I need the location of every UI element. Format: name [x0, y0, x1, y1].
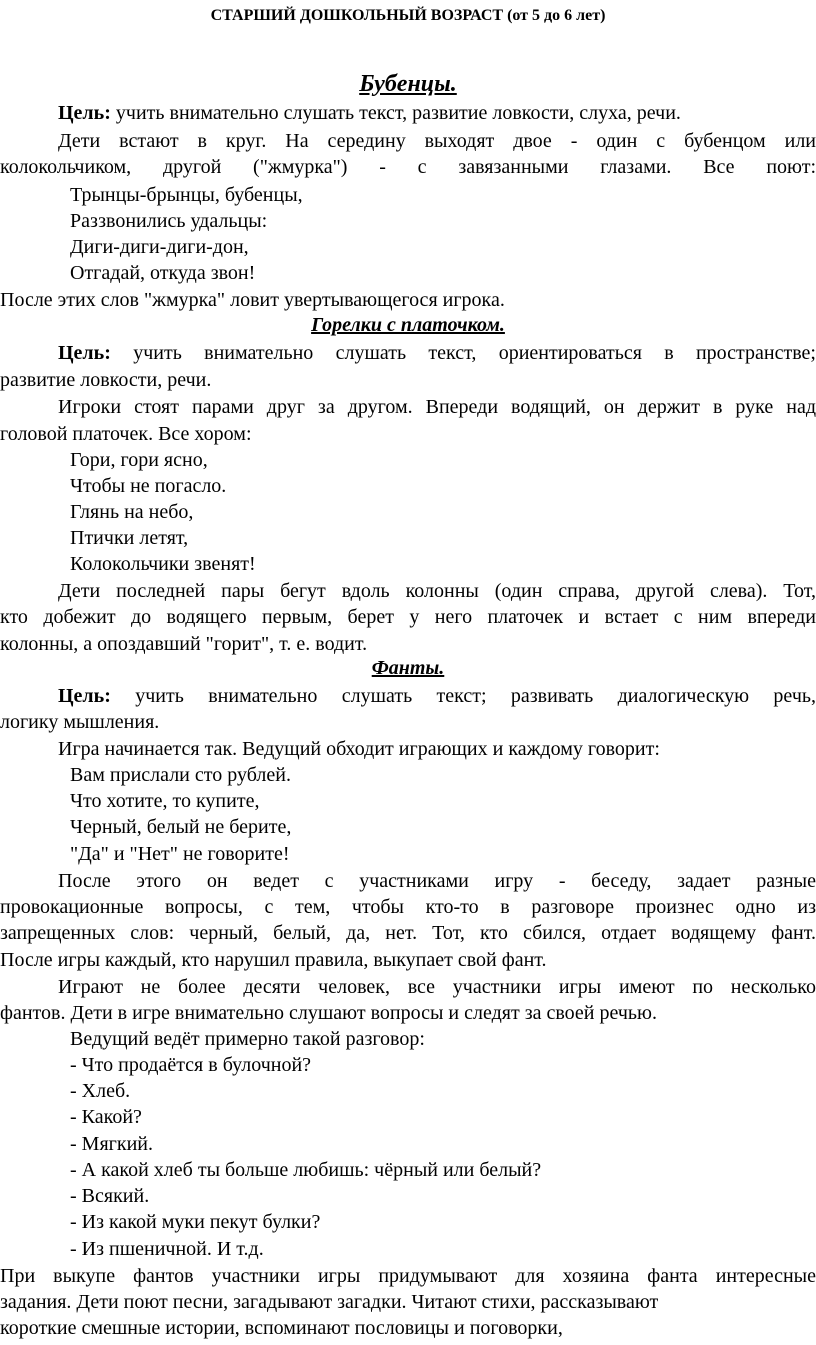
- game3-goal-text: учить внимательно слушать текст; развивать диалогическую речь,: [110, 685, 816, 707]
- game3-paragraph-line: После игры каждый, кто нарушил правила, выкупает свой фант.: [0, 949, 547, 971]
- game2-verse-line: Глянь на небо,: [70, 501, 194, 523]
- game2-goal: [0, 341, 816, 365]
- game3-paragraph-line: Игра начинается так. Ведущий обходит играющих и каждому говорит:: [58, 738, 660, 760]
- goal-label: Цель:: [58, 102, 111, 124]
- game1-verse-line: Раззвонились удальцы:: [70, 210, 268, 232]
- goal-label: Цель:: [58, 685, 111, 707]
- game1-verse-line: Трынцы-брынцы, бубенцы,: [70, 184, 303, 206]
- game2-verse-line: Колокольчики звенят!: [70, 553, 256, 575]
- game3-goal-line: логику мышления.: [0, 711, 160, 733]
- game3-dialogue-line: - Какой?: [70, 1106, 142, 1128]
- game2-goal-line: развитие ловкости, речи.: [0, 369, 212, 391]
- game1-goal: [0, 101, 816, 125]
- game3-dialogue-line: - Что продаётся в булочной?: [70, 1054, 312, 1076]
- game3-dialogue-line: - Всякий.: [70, 1185, 150, 1207]
- game3-paragraph-line: короткие смешные истории, вспоминают пословицы и поговорки,: [0, 1317, 563, 1339]
- game2-title: Горелки с платочком.: [311, 314, 505, 336]
- game3-dialogue-line: - Мягкий.: [70, 1133, 153, 1155]
- game3-paragraph-line: фантов. Дети в игре внимательно слушают вопросы и следят за своей речью.: [0, 1002, 657, 1024]
- goal-label: Цель:: [58, 342, 111, 364]
- game3-verse-line: Вам прислали сто рублей.: [70, 764, 291, 786]
- game3-paragraph-line: запрещенных слов: черный, белый, да, нет. Тот, кто сбился, отдает водящему фант.: [0, 922, 816, 944]
- game2-paragraph-line: кто добежит до водящего первым, берет у него платочек и встает с ним впереди: [0, 606, 816, 628]
- game3-dialogue-line: Ведущий ведёт примерно такой разговор:: [70, 1028, 425, 1050]
- game2-paragraph-line: колонны, а опоздавший "горит", т. е. водит.: [0, 633, 368, 655]
- game3-paragraph-line: При выкупе фантов участники игры придумывают для хозяина фанта интересные: [0, 1265, 816, 1287]
- game3-title: Фанты.: [371, 657, 445, 679]
- game2-paragraph-line: Игроки стоят парами друг за другом. Впереди водящий, он держит в руке над: [58, 396, 816, 418]
- game1-verse-line: Отгадай, откуда звон!: [70, 262, 256, 284]
- game3-paragraph-line: Играют не более десяти человек, все участники игры имеют по несколько: [58, 976, 816, 998]
- game3-dialogue-line: - Хлеб.: [70, 1080, 131, 1102]
- game2-verse-line: Чтобы не погасло.: [70, 475, 227, 497]
- game3-verse-line: Черный, белый не берите,: [70, 816, 292, 838]
- game3-dialogue-line: - Из пшеничной. И т.д.: [70, 1238, 264, 1260]
- game1-title: Бубенцы.: [359, 71, 457, 97]
- game3-dialogue-line: - А какой хлеб ты больше любишь: чёрный или белый?: [70, 1159, 542, 1181]
- game2-verse-line: Гори, гори ясно,: [70, 449, 208, 471]
- game3-paragraph-line: провокационные вопросы, с тем, чтобы кто-то в разговоре произнес одно из: [0, 896, 816, 918]
- game2-paragraph-line: головой платочек. Все хором:: [0, 423, 252, 445]
- game3-dialogue-line: - Из какой муки пекут булки?: [70, 1211, 321, 1233]
- game2-goal-text: учить внимательно слушать текст, ориентироваться в пространстве;: [110, 342, 816, 364]
- game3-verse-line: "Да" и "Нет" не говорите!: [70, 843, 290, 865]
- game1-verse-line: Диги-диги-диги-дон,: [70, 236, 249, 258]
- game3-goal: [0, 684, 816, 708]
- game3-paragraph-line: задания. Дети поют песни, загадывают загадки. Читают стихи, рассказывают: [0, 1291, 659, 1313]
- game1-after-text: После этих слов "жмурка" ловит увертывающегося игрока.: [0, 289, 505, 311]
- game1-goal-text: учить внимательно слушать текст, развитие ловкости, слуха, речи.: [110, 102, 681, 124]
- game2-paragraph-line: Дети последней пары бегут вдоль колонны (один справа, другой слева). Тот,: [58, 580, 816, 602]
- game3-verse-line: Что хотите, то купите,: [70, 790, 260, 812]
- game1-paragraph-line: колокольчиком, другой ("жмурка") - с завязанными глазами. Все поют:: [0, 156, 816, 178]
- game1-paragraph-line: Дети встают в круг. На середину выходят двое - один с бубенцом или: [58, 130, 816, 152]
- document-header: СТАРШИЙ ДОШКОЛЬНЫЙ ВОЗРАСТ (от 5 до 6 лет): [210, 7, 606, 24]
- game2-verse-line: Птички летят,: [70, 527, 189, 549]
- game3-paragraph-line: После этого он ведет с участниками игру - беседу, задает разные: [58, 870, 816, 892]
